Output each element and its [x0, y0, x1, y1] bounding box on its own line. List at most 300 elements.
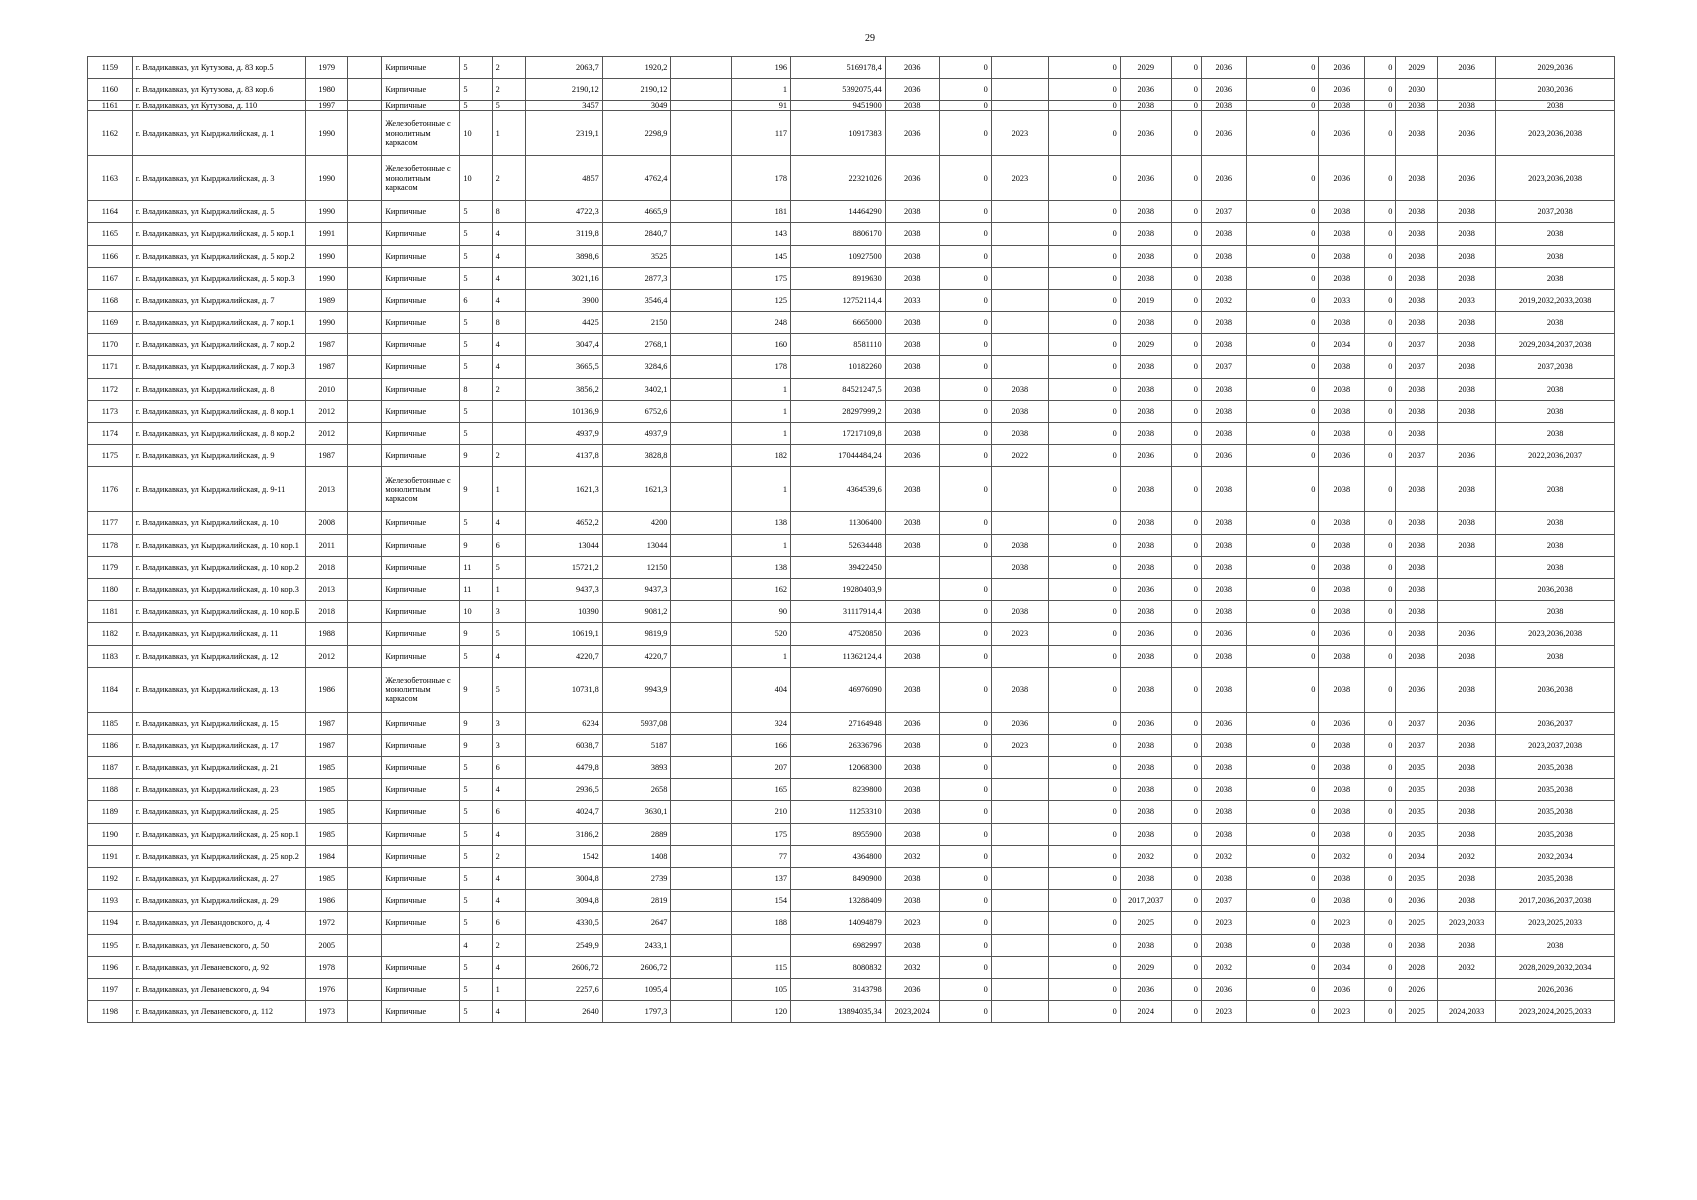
table-cell: 0 — [1246, 512, 1319, 534]
table-cell: 0 — [1246, 312, 1319, 334]
table-cell: 2025 — [1396, 1001, 1438, 1023]
table-cell: 5 — [460, 201, 492, 223]
table-cell: 4479,8 — [525, 757, 602, 779]
table-cell: 8 — [492, 201, 525, 223]
table-cell: 2038 — [1319, 890, 1365, 912]
table-cell: 6752,6 — [602, 400, 671, 422]
table-cell: 0 — [939, 934, 991, 956]
table-cell: 1168 — [88, 289, 133, 311]
table-cell: 2819 — [602, 890, 671, 912]
table-cell: 2038 — [1201, 578, 1246, 600]
table-cell: 4024,7 — [525, 801, 602, 823]
table-row — [88, 956, 1615, 978]
table-cell — [348, 267, 382, 289]
table-cell: 2038 — [1496, 534, 1615, 556]
table-cell: 5 — [460, 312, 492, 334]
table-cell: 2038 — [1120, 667, 1171, 712]
table-cell: 138 — [731, 556, 790, 578]
table-row — [88, 534, 1615, 556]
table-cell — [991, 1001, 1048, 1023]
table-cell: 8 — [492, 312, 525, 334]
table-cell: 4220,7 — [602, 645, 671, 667]
table-cell: 1 — [731, 645, 790, 667]
table-cell: 5 — [460, 779, 492, 801]
table-cell — [991, 845, 1048, 867]
table-cell: 0 — [1049, 912, 1121, 934]
table-cell: 2037 — [1396, 712, 1438, 734]
table-row — [88, 1001, 1615, 1023]
table-cell: 2035,2038 — [1496, 757, 1615, 779]
table-cell: 0 — [1246, 556, 1319, 578]
table-cell: 2036 — [1319, 156, 1365, 201]
table-cell: 0 — [1171, 934, 1201, 956]
table-cell — [671, 978, 731, 1000]
table-cell: 2036 — [1319, 79, 1365, 101]
table-cell — [348, 601, 382, 623]
table-cell: 1170 — [88, 334, 133, 356]
table-cell: 0 — [1171, 823, 1201, 845]
table-cell: 2038 — [1201, 245, 1246, 267]
table-cell: 2023,2037,2038 — [1496, 734, 1615, 756]
table-cell: 0 — [1246, 1001, 1319, 1023]
table-cell: 181 — [731, 201, 790, 223]
table-cell: 2038 — [885, 245, 939, 267]
table-cell: 6038,7 — [525, 734, 602, 756]
table-cell: 0 — [1049, 1001, 1121, 1023]
table-cell: 2038 — [1319, 667, 1365, 712]
table-cell: 0 — [1049, 534, 1121, 556]
table-cell: 5 — [492, 667, 525, 712]
table-cell — [991, 912, 1048, 934]
table-cell: 2038 — [1201, 512, 1246, 534]
table-cell: 2038 — [885, 334, 939, 356]
table-cell: 2032 — [1201, 845, 1246, 867]
table-cell: Кирпичные — [382, 445, 460, 467]
table-cell — [671, 534, 731, 556]
table-cell: 2038 — [885, 423, 939, 445]
table-cell: 0 — [1246, 667, 1319, 712]
table-cell: 0 — [1049, 400, 1121, 422]
table-cell: 2 — [492, 156, 525, 201]
table-cell — [348, 801, 382, 823]
table-cell: 2840,7 — [602, 223, 671, 245]
table-cell: Кирпичные — [382, 534, 460, 556]
table-cell: 8 — [460, 378, 492, 400]
table-row — [88, 289, 1615, 311]
table-cell: 3 — [492, 601, 525, 623]
table-cell: 2036 — [1201, 79, 1246, 101]
table-cell: 1164 — [88, 201, 133, 223]
table-cell: 2038 — [885, 312, 939, 334]
table-cell: 0 — [1171, 111, 1201, 156]
table-cell: 0 — [1171, 734, 1201, 756]
table-cell: 0 — [1246, 823, 1319, 845]
table-cell — [671, 356, 731, 378]
table-cell: 2038 — [1120, 267, 1171, 289]
table-cell: 9081,2 — [602, 601, 671, 623]
table-cell: 0 — [1171, 556, 1201, 578]
table-cell: 8080832 — [791, 956, 886, 978]
table-cell: 1160 — [88, 79, 133, 101]
table-row — [88, 201, 1615, 223]
table-cell: 2032,2034 — [1496, 845, 1615, 867]
table-cell: 2035 — [1396, 823, 1438, 845]
table-cell: 2038 — [1437, 801, 1495, 823]
table-cell: 2036 — [1120, 79, 1171, 101]
table-cell: 2023,2036,2038 — [1496, 156, 1615, 201]
table-row — [88, 101, 1615, 111]
table-cell: 2012 — [306, 645, 348, 667]
table-cell: 196 — [731, 57, 790, 79]
table-cell: Кирпичные — [382, 1001, 460, 1023]
table-cell: г. Владикавказ, ул Кырджалийская, д. 8 — [132, 378, 306, 400]
table-cell: 2298,9 — [602, 111, 671, 156]
table-cell: 2038 — [1120, 400, 1171, 422]
table-cell: 26336796 — [791, 734, 886, 756]
table-cell: 2019 — [1120, 289, 1171, 311]
table-cell — [991, 801, 1048, 823]
table-cell: 11253310 — [791, 801, 886, 823]
table-cell: 1 — [731, 400, 790, 422]
table-cell: 4137,8 — [525, 445, 602, 467]
table-cell: 2038 — [1120, 823, 1171, 845]
table-cell — [991, 978, 1048, 1000]
table-cell: 2038 — [1396, 156, 1438, 201]
table-row — [88, 423, 1615, 445]
table-cell: 2038 — [885, 101, 939, 111]
table-cell: 2038 — [1319, 245, 1365, 267]
table-cell — [348, 223, 382, 245]
table-cell: 0 — [1049, 156, 1121, 201]
table-cell: 2647 — [602, 912, 671, 934]
table-cell: 2038 — [1396, 623, 1438, 645]
table-cell: 0 — [1246, 734, 1319, 756]
table-cell: 1797,3 — [602, 1001, 671, 1023]
table-cell: 0 — [1246, 912, 1319, 934]
table-cell: 2038 — [885, 667, 939, 712]
table-cell: 2038 — [1396, 378, 1438, 400]
table-row — [88, 378, 1615, 400]
table-cell: 154 — [731, 890, 790, 912]
table-cell: 19280403,9 — [791, 578, 886, 600]
table-cell: 11 — [460, 578, 492, 600]
table-cell: г. Владикавказ, ул Кырджалийская, д. 7 — [132, 289, 306, 311]
table-cell: 404 — [731, 667, 790, 712]
table-cell: 2038 — [1120, 467, 1171, 512]
table-cell: Кирпичные — [382, 201, 460, 223]
table-cell: 2038 — [885, 779, 939, 801]
table-row — [88, 445, 1615, 467]
table-cell: Кирпичные — [382, 912, 460, 934]
table-cell: 0 — [1365, 868, 1396, 890]
table-cell: 2038 — [1496, 512, 1615, 534]
table-cell: 0 — [1365, 423, 1396, 445]
table-cell: 2023 — [1201, 1001, 1246, 1023]
table-cell: г. Владикавказ, ул Кырджалийская, д. 15 — [132, 712, 306, 734]
table-row — [88, 512, 1615, 534]
table-cell: 2433,1 — [602, 934, 671, 956]
table-cell — [348, 334, 382, 356]
table-cell: 0 — [1049, 423, 1121, 445]
table-cell — [671, 57, 731, 79]
table-cell: 2005 — [306, 934, 348, 956]
table-cell: 2036 — [1201, 623, 1246, 645]
table-cell: 2023 — [1201, 912, 1246, 934]
table-cell: 0 — [1049, 356, 1121, 378]
table-cell: 1095,4 — [602, 978, 671, 1000]
table-cell: 4 — [492, 823, 525, 845]
table-cell: 2037,2038 — [1496, 201, 1615, 223]
table-cell: 2036 — [1120, 623, 1171, 645]
table-cell: г. Владикавказ, ул Кырджалийская, д. 5 кор.2 — [132, 245, 306, 267]
table-cell: 4 — [492, 956, 525, 978]
table-cell: 5 — [460, 267, 492, 289]
table-cell — [991, 956, 1048, 978]
table-cell: 0 — [1049, 312, 1121, 334]
table-cell: 10390 — [525, 601, 602, 623]
table-cell — [492, 423, 525, 445]
table-cell: 2038 — [1437, 267, 1495, 289]
table-cell: 5 — [460, 423, 492, 445]
table-cell: 2038 — [1396, 423, 1438, 445]
table-cell: 2 — [492, 79, 525, 101]
table-cell: 0 — [1171, 445, 1201, 467]
table-cell: 0 — [1049, 712, 1121, 734]
table-cell: 0 — [939, 201, 991, 223]
table-cell: 0 — [939, 868, 991, 890]
table-cell: 2036 — [1120, 712, 1171, 734]
table-cell: 2036 — [885, 79, 939, 101]
table-cell: 2038 — [1201, 868, 1246, 890]
table-cell: 2038 — [1496, 423, 1615, 445]
table-cell: 1990 — [306, 156, 348, 201]
table-cell: 0 — [939, 512, 991, 534]
table-cell: 2038 — [1319, 734, 1365, 756]
table-cell: 1985 — [306, 779, 348, 801]
table-cell — [991, 467, 1048, 512]
table-cell: 188 — [731, 912, 790, 934]
table-cell: Кирпичные — [382, 378, 460, 400]
table-cell: 0 — [1049, 757, 1121, 779]
table-cell: 2038 — [1437, 757, 1495, 779]
table-cell: 0 — [1365, 534, 1396, 556]
table-cell: Кирпичные — [382, 267, 460, 289]
table-cell: 2025 — [1396, 912, 1438, 934]
table-cell: 1976 — [306, 978, 348, 1000]
table-cell — [991, 512, 1048, 534]
table-cell: 2036 — [1396, 890, 1438, 912]
table-row — [88, 801, 1615, 823]
table-cell: 4 — [492, 223, 525, 245]
table-cell: 27164948 — [791, 712, 886, 734]
table-cell: 1984 — [306, 845, 348, 867]
table-cell: 5 — [460, 823, 492, 845]
table-cell: 2038 — [1437, 400, 1495, 422]
table-cell: 77 — [731, 845, 790, 867]
table-cell — [671, 101, 731, 111]
table-cell: 2038 — [1319, 868, 1365, 890]
table-cell: 0 — [1049, 601, 1121, 623]
table-cell: 125 — [731, 289, 790, 311]
table-cell: 3094,8 — [525, 890, 602, 912]
table-cell: 0 — [1365, 801, 1396, 823]
table-row — [88, 556, 1615, 578]
table-cell: 0 — [1365, 400, 1396, 422]
table-cell: 1171 — [88, 356, 133, 378]
table-cell: 0 — [939, 79, 991, 101]
table-cell: 2038 — [1319, 779, 1365, 801]
table-cell: 2036 — [885, 57, 939, 79]
table-cell: 1179 — [88, 556, 133, 578]
table-cell: 1192 — [88, 868, 133, 890]
table-cell: 1182 — [88, 623, 133, 645]
table-cell: 2036 — [1319, 712, 1365, 734]
table-row — [88, 757, 1615, 779]
table-cell: 2038 — [1437, 467, 1495, 512]
table-cell: 0 — [1171, 356, 1201, 378]
table-cell: 0 — [1049, 623, 1121, 645]
table-cell: 9 — [460, 467, 492, 512]
table-cell: 0 — [1049, 556, 1121, 578]
table-cell — [348, 845, 382, 867]
table-cell: 0 — [1246, 779, 1319, 801]
table-cell: 0 — [1171, 890, 1201, 912]
table-cell — [348, 57, 382, 79]
table-cell: 0 — [1365, 845, 1396, 867]
table-cell: 0 — [1049, 334, 1121, 356]
table-cell: 2038 — [1319, 556, 1365, 578]
table-cell: 0 — [1365, 467, 1396, 512]
table-cell: 2013 — [306, 578, 348, 600]
table-cell: 166 — [731, 734, 790, 756]
table-cell: 2038 — [1319, 512, 1365, 534]
table-cell: 2026,2036 — [1496, 978, 1615, 1000]
table-cell: 0 — [939, 601, 991, 623]
table-cell: 5 — [460, 890, 492, 912]
table-cell: 0 — [939, 423, 991, 445]
table-cell: 2036 — [1120, 111, 1171, 156]
table-cell: 2033 — [885, 289, 939, 311]
table-cell — [671, 467, 731, 512]
table-cell: Железобетонные с монолитным каркасом — [382, 667, 460, 712]
table-row — [88, 156, 1615, 201]
table-cell: 2024 — [1120, 1001, 1171, 1023]
table-cell: г. Владикавказ, ул Кырджалийская, д. 10 кор.1 — [132, 534, 306, 556]
table-cell: 0 — [1246, 445, 1319, 467]
table-cell: 2038 — [1201, 101, 1246, 111]
table-cell: 1 — [731, 423, 790, 445]
table-cell: 2036 — [1396, 667, 1438, 712]
table-cell: 0 — [939, 57, 991, 79]
table-cell: 2028 — [1396, 956, 1438, 978]
table-cell: 12752114,4 — [791, 289, 886, 311]
table-cell — [348, 400, 382, 422]
table-cell: 0 — [1049, 245, 1121, 267]
table-cell: 1196 — [88, 956, 133, 978]
table-cell: 2038 — [1319, 757, 1365, 779]
table-cell: 2038 — [1120, 779, 1171, 801]
table-cell: 1986 — [306, 667, 348, 712]
table-row — [88, 912, 1615, 934]
table-cell: 1987 — [306, 334, 348, 356]
table-cell: 5169178,4 — [791, 57, 886, 79]
table-cell: 0 — [939, 378, 991, 400]
table-cell: 0 — [1246, 578, 1319, 600]
table-cell: 2038 — [1437, 534, 1495, 556]
table-cell: 1183 — [88, 645, 133, 667]
table-cell: 2023 — [991, 156, 1048, 201]
table-cell: 4 — [492, 1001, 525, 1023]
table-cell: 2036 — [1437, 111, 1495, 156]
table-cell: 2038 — [1319, 467, 1365, 512]
table-cell: 0 — [1246, 223, 1319, 245]
table-cell: 0 — [1365, 201, 1396, 223]
table-cell: 1161 — [88, 101, 133, 111]
table-cell: 2038 — [1437, 823, 1495, 845]
table-cell — [671, 201, 731, 223]
table-cell: 2023,2033 — [1437, 912, 1495, 934]
table-cell: 1169 — [88, 312, 133, 334]
table-cell: 2038 — [885, 890, 939, 912]
table-cell: 2658 — [602, 779, 671, 801]
table-cell — [348, 312, 382, 334]
table-cell: 3665,5 — [525, 356, 602, 378]
table-cell: 2023 — [991, 111, 1048, 156]
table-cell: г. Владикавказ, ул Кырджалийская, д. 7 кор.1 — [132, 312, 306, 334]
table-row — [88, 356, 1615, 378]
table-cell: 5 — [460, 868, 492, 890]
table-cell: 1163 — [88, 156, 133, 201]
table-cell: 2036 — [1319, 57, 1365, 79]
table-cell: 2032 — [1437, 956, 1495, 978]
table-cell: Кирпичные — [382, 289, 460, 311]
table-cell — [991, 868, 1048, 890]
table-cell: г. Владикавказ, ул Леваневского, д. 50 — [132, 934, 306, 956]
table-row — [88, 890, 1615, 912]
table-cell — [348, 467, 382, 512]
table-cell: 2038 — [1496, 267, 1615, 289]
table-row — [88, 312, 1615, 334]
table-cell: 0 — [1171, 156, 1201, 201]
table-cell: 2038 — [1319, 423, 1365, 445]
table-cell: 2038 — [1319, 378, 1365, 400]
table-cell — [991, 823, 1048, 845]
table-row — [88, 400, 1615, 422]
table-cell: 0 — [1049, 734, 1121, 756]
table-cell — [671, 578, 731, 600]
table-row — [88, 823, 1615, 845]
table-cell: 0 — [1365, 223, 1396, 245]
table-cell: 182 — [731, 445, 790, 467]
table-cell: г. Владикавказ, ул Кутузова, д. 83 кор.5 — [132, 57, 306, 79]
table-cell — [731, 934, 790, 956]
table-cell: 9943,9 — [602, 667, 671, 712]
table-cell: 2038 — [885, 400, 939, 422]
table-cell: Кирпичные — [382, 79, 460, 101]
table-cell: 0 — [1246, 801, 1319, 823]
table-cell: 2038 — [1437, 334, 1495, 356]
table-cell — [671, 623, 731, 645]
table-cell: 1178 — [88, 534, 133, 556]
table-cell: 0 — [1246, 57, 1319, 79]
table-cell: 0 — [1049, 289, 1121, 311]
table-cell: 175 — [731, 267, 790, 289]
table-cell: Кирпичные — [382, 978, 460, 1000]
table-cell: 2036 — [1437, 623, 1495, 645]
table-cell: 1184 — [88, 667, 133, 712]
table-cell: 2038 — [1496, 223, 1615, 245]
table-cell: Железобетонные с монолитным каркасом — [382, 467, 460, 512]
